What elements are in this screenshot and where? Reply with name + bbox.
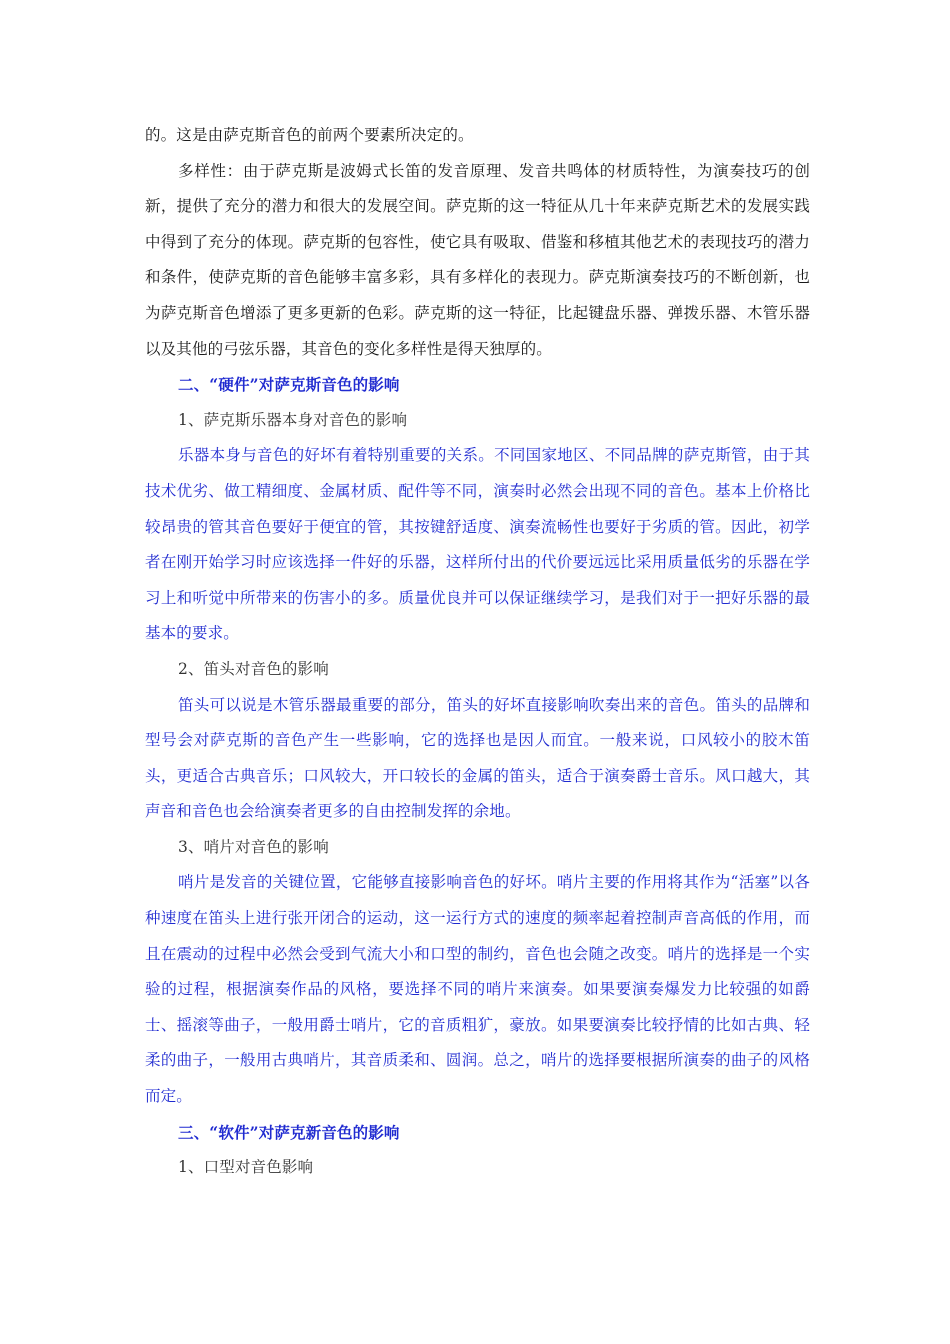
subheading-embouchure: 1、口型对音色影响 <box>178 1158 314 1177</box>
paragraph-continuation: 的。这是由萨克斯音色的前两个要素所决定的。 <box>145 126 474 144</box>
paragraph-instrument: 乐器本身与音色的好坏有着特别重要的关系。不同国家地区、不同品牌的萨克斯管，由于其技术优劣、做工精细度、金属材质、配件等不同，演奏时必然会出现不同的音色。基本上价格比较昂贵的管其音色要好于便宜的管，其按键舒适度、演奏流畅性也要好于劣质的管。因此，初学者在刚开始学习时应该选择一件好的乐器，这样所付出的代价要远远比采用质量低劣的乐器在学习上和听觉中所带来的伤害小的多。质量优良并可以保证继续学习，是我们对于一把好乐器的最基本的要求。 <box>145 446 810 643</box>
section-heading-software: 三、“软件”对萨克新音色的影响 <box>178 1122 400 1142</box>
subheading-reed: 3、哨片对音色的影响 <box>178 837 329 856</box>
subheading-instrument: 1、萨克斯乐器本身对音色的影响 <box>178 410 408 429</box>
paragraph-mouthpiece: 笛头可以说是木管乐器最重要的部分，笛头的好坏直接影响吹奏出来的音色。笛头的品牌和型号会对萨克斯的音色产生一些影响，它的选择也是因人而宜。一般来说，口风较小的胶木笛头，更适合古典音乐；口风较大，开口较长的金属的笛头，适合于演奏爵士音乐。风口越大，其声音和音色也会给演奏者更多的自由控制发挥的余地。 <box>145 695 810 821</box>
paragraph-diversity: 多样性：由于萨克斯是波姆式长笛的发音原理、发音共鸣体的材质特性，为演奏技巧的创新，提供了充分的潜力和很大的发展空间。萨克斯的这一特征从几十年来萨克斯艺术的发展实践中得到了充分的体现。萨克斯的包容性，使它具有吸取、借鉴和移植其他艺术的表现技巧的潜力和条件，使萨克斯的音色能够丰富多彩，具有多样化的表现力。萨克斯演奏技巧的不断创新，也为萨克斯音色增添了更多更新的色彩。萨克斯的这一特征，比起键盘乐器、弹拨乐器、木管乐器以及其他的弓弦乐器，其音色的变化多样性是得天独厚的。 <box>145 161 810 358</box>
document-page <box>145 118 810 1186</box>
section-heading-hardware: 二、“硬件”对萨克斯音色的影响 <box>178 375 400 395</box>
subheading-mouthpiece: 2、笛头对音色的影响 <box>178 659 329 678</box>
paragraph-reed: 哨片是发音的关键位置，它能够直接影响音色的好坏。哨片主要的作用将其作为“活塞”以各种速度在笛头上进行张开闭合的运动，这一运行方式的速度的频率起着控制声音高低的作用，而且在震动的过程中必然会受到气流大小和口型的制约，音色也会随之改变。哨片的选择是一个实验的过程，根据演奏作品的风格，要选择不同的哨片来演奏。如果要演奏爆发力比较强的如爵士、摇滚等曲子，一般用爵士哨片，它的音质粗犷，豪放。如果要演奏比较抒情的比如古典、轻柔的曲子，一般用古典哨片，其音质柔和、圆润。总之，哨片的选择要根据所演奏的曲子的风格而定。 <box>145 873 810 1106</box>
